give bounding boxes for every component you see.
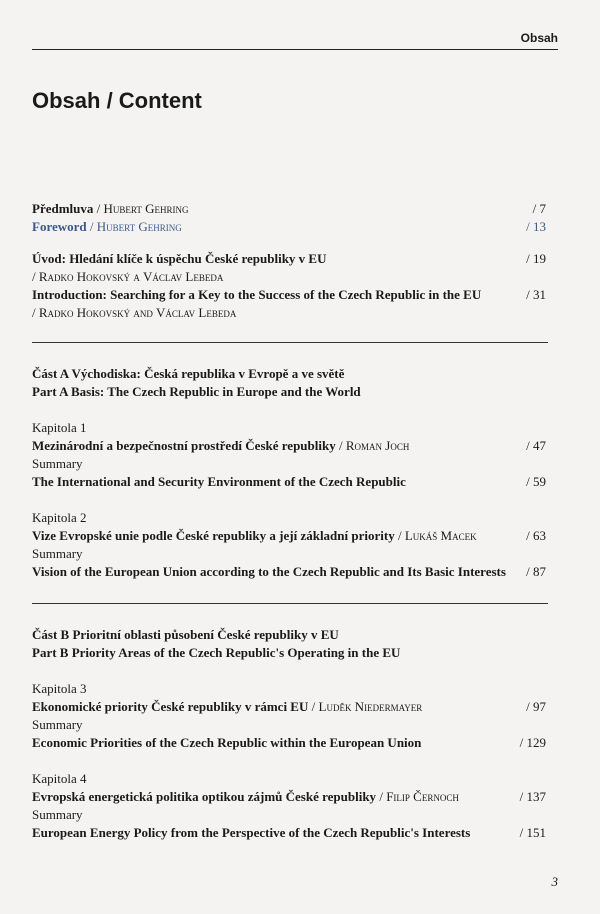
entry-page: / 31 xyxy=(526,287,546,302)
entry-author: Roman Joch xyxy=(345,438,410,453)
entry-title: European Energy Policy from the Perspective of the Czech Republic's Interests xyxy=(32,825,471,840)
header-rule xyxy=(32,49,558,50)
entry-title: Vision of the European Union according to the Czech Republic and Its Basic Interests xyxy=(32,564,506,579)
entry-author: Lukáš Macek xyxy=(404,528,477,543)
toc-entry-predmluva[interactable]: Předmluva / Hubert Gehring / 7 xyxy=(32,201,546,216)
entry-author: Radko Hokovský and Václav Lebeda xyxy=(38,305,237,320)
toc-entry-introduction[interactable] xyxy=(32,286,546,304)
entry-title: Economic Priorities of the Czech Republic within the European Union xyxy=(32,735,422,750)
entry-author: Luděk Niedermayer xyxy=(318,699,423,714)
entry-title: Vize Evropské unie podle České republiky a její základní priority xyxy=(32,528,395,543)
chapter-label: Kapitola 1 xyxy=(32,420,87,435)
entry-page: / 137 xyxy=(519,789,546,804)
toc-entry-chapter-1[interactable]: Mezinárodní a bezpečnostní prostředí České republiky / Roman Joch / 47 xyxy=(32,438,546,453)
entry-page: / 129 xyxy=(519,735,546,750)
entry-author: Hubert Gehring xyxy=(96,219,182,234)
toc-entry-introduction-authors: / Radko Hokovský and Václav Lebeda xyxy=(32,305,237,320)
table-of-contents xyxy=(32,200,546,842)
entry-title: Ekonomické priority České republiky v rámci EU xyxy=(32,699,309,714)
toc-entry-chapter-4-summary[interactable] xyxy=(32,824,546,842)
part-b-heading-en: Part B Priority Areas of the Czech Republic's Operating in the EU xyxy=(32,645,401,660)
entry-title: Foreword xyxy=(32,219,87,234)
toc-entry-chapter-3[interactable]: Ekonomické priority České republiky v rámci EU / Luděk Niedermayer / 97 xyxy=(32,699,546,714)
part-a-heading-en: Part A Basis: The Czech Republic in Europe and the World xyxy=(32,384,361,399)
entry-page: / 97 xyxy=(526,699,546,714)
part-b-heading-cz: Část B Prioritní oblasti působení České republiky v EU xyxy=(32,627,339,642)
toc-entry-chapter-1-summary[interactable] xyxy=(32,473,546,491)
entry-title: Mezinárodní a bezpečnostní prostředí České republiky xyxy=(32,438,336,453)
entry-page: / 7 xyxy=(532,201,546,216)
entry-page: / 87 xyxy=(526,564,546,579)
entry-title: Introduction: Searching for a Key to the Success of the Czech Republic in the EU xyxy=(32,287,482,302)
chapter-label: Kapitola 4 xyxy=(32,771,87,786)
summary-label: Summary xyxy=(32,717,83,732)
summary-label: Summary xyxy=(32,807,83,822)
entry-author: Hubert Gehring xyxy=(103,201,189,216)
toc-entry-uvod[interactable] xyxy=(32,250,546,268)
part-a-heading-cz: Část A Východiska: Česká republika v Evropě a ve světě xyxy=(32,366,345,381)
toc-entry-uvod-authors: / Radko Hokovský a Václav Lebeda xyxy=(32,269,224,284)
toc-entry-foreword[interactable]: Foreword / Hubert Gehring / 13 xyxy=(32,219,546,234)
entry-page: / 47 xyxy=(526,438,546,453)
entry-page: / 151 xyxy=(519,825,546,840)
entry-page: / 63 xyxy=(526,528,546,543)
entry-title: Předmluva xyxy=(32,201,94,216)
page-title: Obsah / Content xyxy=(32,88,202,113)
entry-page: / 13 xyxy=(526,219,546,234)
entry-author: Radko Hokovský a Václav Lebeda xyxy=(38,269,224,284)
toc-entry-chapter-3-summary[interactable] xyxy=(32,734,546,752)
chapter-label: Kapitola 2 xyxy=(32,510,87,525)
toc-entry-chapter-2-summary[interactable] xyxy=(32,563,546,581)
chapter-label: Kapitola 3 xyxy=(32,681,87,696)
toc-entry-chapter-4[interactable]: Evropská energetická politika optikou zájmů České republiky / Filip Černoch / 137 xyxy=(32,789,546,804)
entry-page: / 19 xyxy=(526,251,546,266)
toc-entry-chapter-2[interactable]: Vize Evropské unie podle České republiky a její základní priority / Lukáš Macek / 63 xyxy=(32,528,546,543)
entry-title: The International and Security Environment of the Czech Republic xyxy=(32,474,406,489)
summary-label: Summary xyxy=(32,546,83,561)
entry-title: Úvod: Hledání klíče k úspěchu České republiky v EU xyxy=(32,251,327,266)
entry-page: / 59 xyxy=(526,474,546,489)
entry-title: Evropská energetická politika optikou zájmů České republiky xyxy=(32,789,377,804)
entry-author: Filip Černoch xyxy=(386,789,459,804)
summary-label: Summary xyxy=(32,456,83,471)
page-number: 3 xyxy=(551,874,558,889)
running-head: Obsah xyxy=(520,31,558,45)
